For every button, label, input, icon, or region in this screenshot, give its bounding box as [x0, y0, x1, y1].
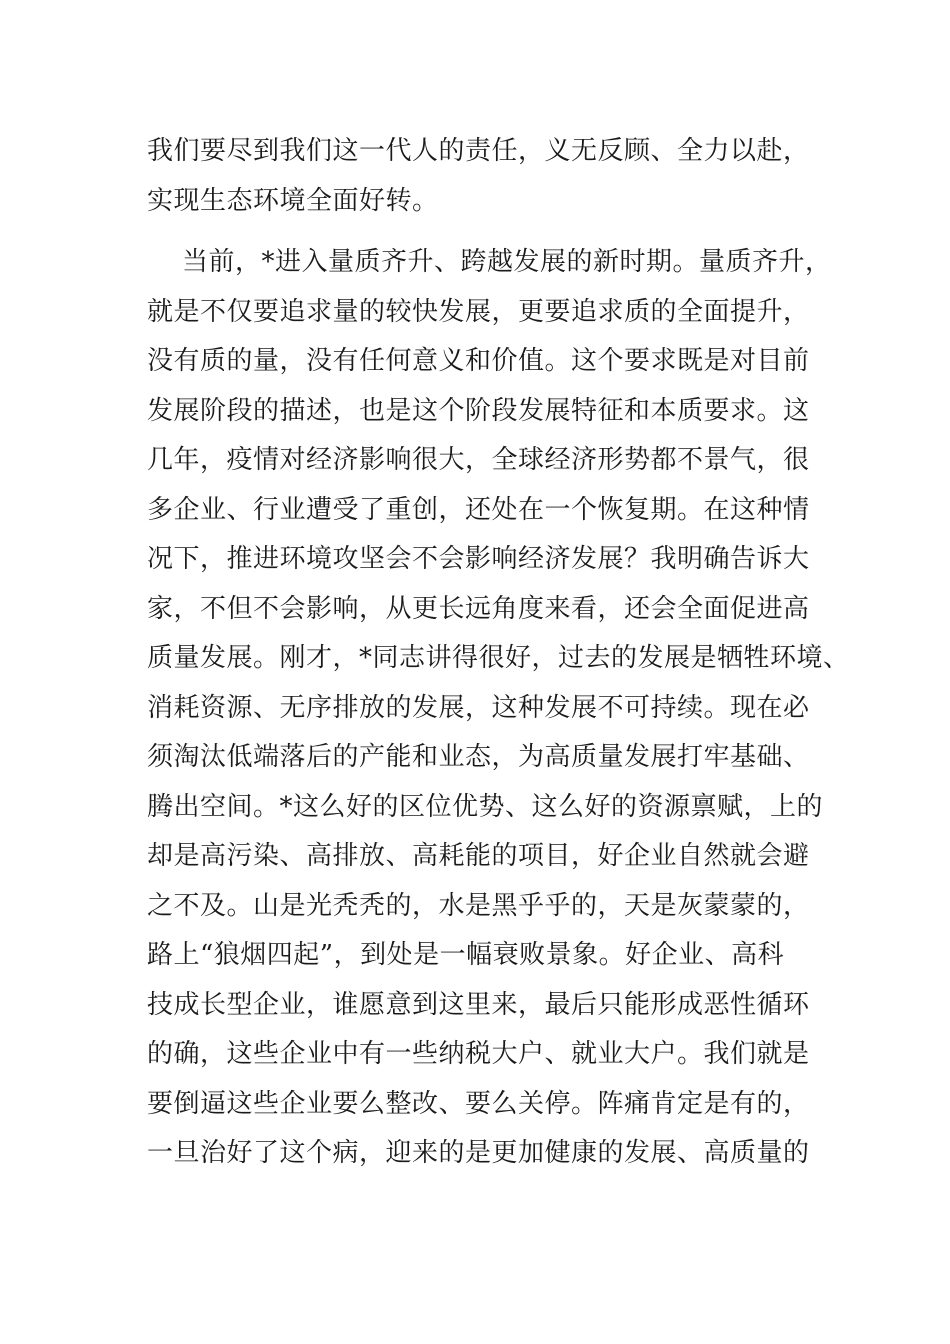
text-line: 要倒逼这些企业要么整改、要么关停。阵痛肯定是有的， [147, 1088, 810, 1119]
text-line: 消耗资源、无序排放的发展，这种发展不可持续。现在必 [147, 692, 810, 723]
text-line: 当前，*进入量质齐升、跨越发展的新时期。量质齐升， [147, 247, 832, 277]
text-line: 质量发展。刚才，*同志讲得很好，过去的发展是牺牲环境、 [147, 643, 850, 673]
text-line: 多企业、行业遭受了重创，还处在一个恢复期。在这种情 [147, 494, 810, 525]
text-line: 的确，这些企业中有一些纳税大户、就业大户。我们就是 [147, 1039, 810, 1069]
text-line: 况下，推进环境攻坚会不会影响经济发展？我明确告诉大 [147, 544, 810, 574]
text-line: 家，不但不会影响，从更长远角度来看，还会全面促进高 [147, 593, 810, 624]
text-line: 发展阶段的描述，也是这个阶段发展特征和本质要求。这 [147, 395, 810, 426]
text-line: 须淘汰低端落后的产能和业态，为高质量发展打牢基础、 [147, 742, 810, 772]
paragraph-continuation [147, 127, 827, 226]
text-line: 却是高污染、高排放、高耗能的项目，好企业自然就会避 [147, 841, 810, 871]
text-line: 就是不仅要追求量的较快发展，更要追求质的全面提升， [147, 296, 810, 327]
text-line: 路上“狼烟四起”，到处是一幅衰败景象。好企业、高科 [147, 940, 785, 970]
text-line: 我们要尽到我们这一代人的责任，义无反顾、全力以赴， [147, 136, 810, 166]
text-line: 之不及。山是光秃秃的，水是黑乎乎的，天是灰蒙蒙的， [147, 890, 810, 921]
text-line: 实现生态环境全面好转。 [147, 185, 439, 216]
paragraph-main [147, 238, 850, 1179]
text-line: 腾出空间。*这么好的区位优势、这么好的资源禀赋，上的 [147, 791, 824, 822]
text-line: 几年，疫情对经济影响很大，全球经济形势都不景气，很 [147, 445, 810, 475]
text-line: 一旦治好了这个病，迎来的是更加健康的发展、高质量的 [147, 1138, 810, 1168]
text-line: 技成长型企业，谁愿意到这里来，最后只能形成恶性循环 [147, 989, 810, 1020]
text-line: 没有质的量，没有任何意义和价值。这个要求既是对目前 [147, 346, 810, 376]
